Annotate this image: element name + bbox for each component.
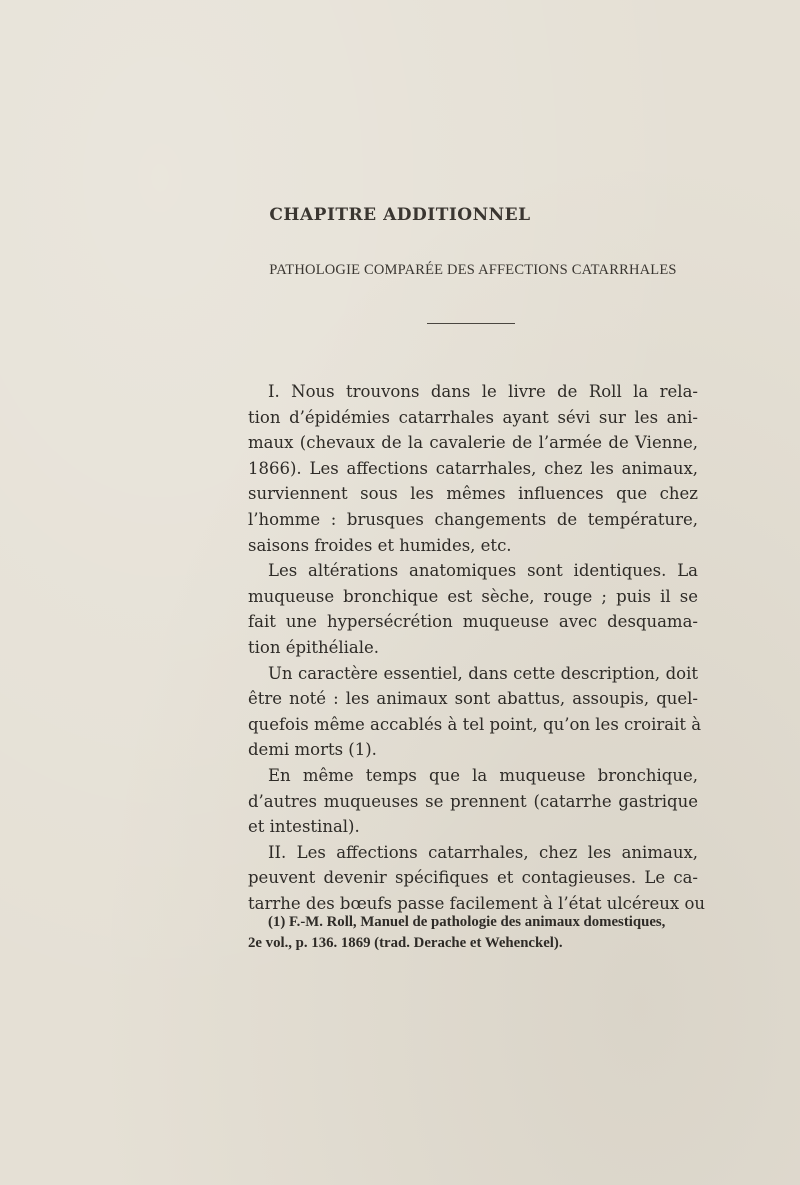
text-line: maux (chevaux de la cavalerie de l’armée de Vienne, <box>248 433 698 453</box>
text-line: I. Nous trouvons dans le livre de Roll la rela- <box>268 382 698 401</box>
text-line: tarrhe des bœufs passe facilement à l’état ulcéreux ou <box>248 893 706 913</box>
text-line: quefois même accablés à tel point, qu’on les croirait à <box>248 714 702 734</box>
footnote-line: 2e vol., p. 136. 1869 (trad. Derache et Wehenckel). <box>248 935 563 951</box>
text-line: muqueuse bronchique est sèche, rouge ; puis il se <box>248 586 698 606</box>
text-line: d’autres muqueuses se prennent (catarrhe gastrique <box>248 791 698 811</box>
text-line: et intestinal). <box>248 817 360 837</box>
text-line: 1866). Les affections catarrhales, chez les animaux, <box>248 458 698 478</box>
text-line: En même temps que la muqueuse bronchique, <box>268 765 698 785</box>
text-line: peuvent devenir spécifiques et contagieuses. Le ca- <box>248 868 698 888</box>
section-rule <box>427 323 515 324</box>
chapter-title: CHAPITRE ADDITIONNEL <box>269 205 531 225</box>
text-line: Les altérations anatomiques sont identiques. La <box>268 561 698 581</box>
body-text <box>248 379 706 916</box>
chapter-subtitle: PATHOLOGIE COMPARÉE DES AFFECTIONS CATARRHALES <box>269 262 677 278</box>
text-line: Un caractère essentiel, dans cette description, doit <box>268 663 698 683</box>
text-line: fait une hypersécrétion muqueuse avec desquama- <box>248 612 698 632</box>
footnote-line: (1) F.-M. Roll, Manuel de pathologie des animaux domestiques, <box>268 914 666 930</box>
text-line: être noté : les animaux sont abattus, assoupis, quel- <box>248 689 698 709</box>
footnote <box>248 912 698 954</box>
text-line: demi morts (1). <box>248 740 377 760</box>
text-line: tion épithéliale. <box>248 637 380 657</box>
text-line: surviennent sous les mêmes influences que chez <box>248 484 698 504</box>
text-line: saisons froides et humides, etc. <box>248 535 512 555</box>
text-line: l’homme : brusques changements de température, <box>248 509 698 529</box>
text-line: tion d’épidémies catarrhales ayant sévi sur les ani- <box>248 407 698 427</box>
text-line: II. Les affections catarrhales, chez les animaux, <box>268 842 698 862</box>
